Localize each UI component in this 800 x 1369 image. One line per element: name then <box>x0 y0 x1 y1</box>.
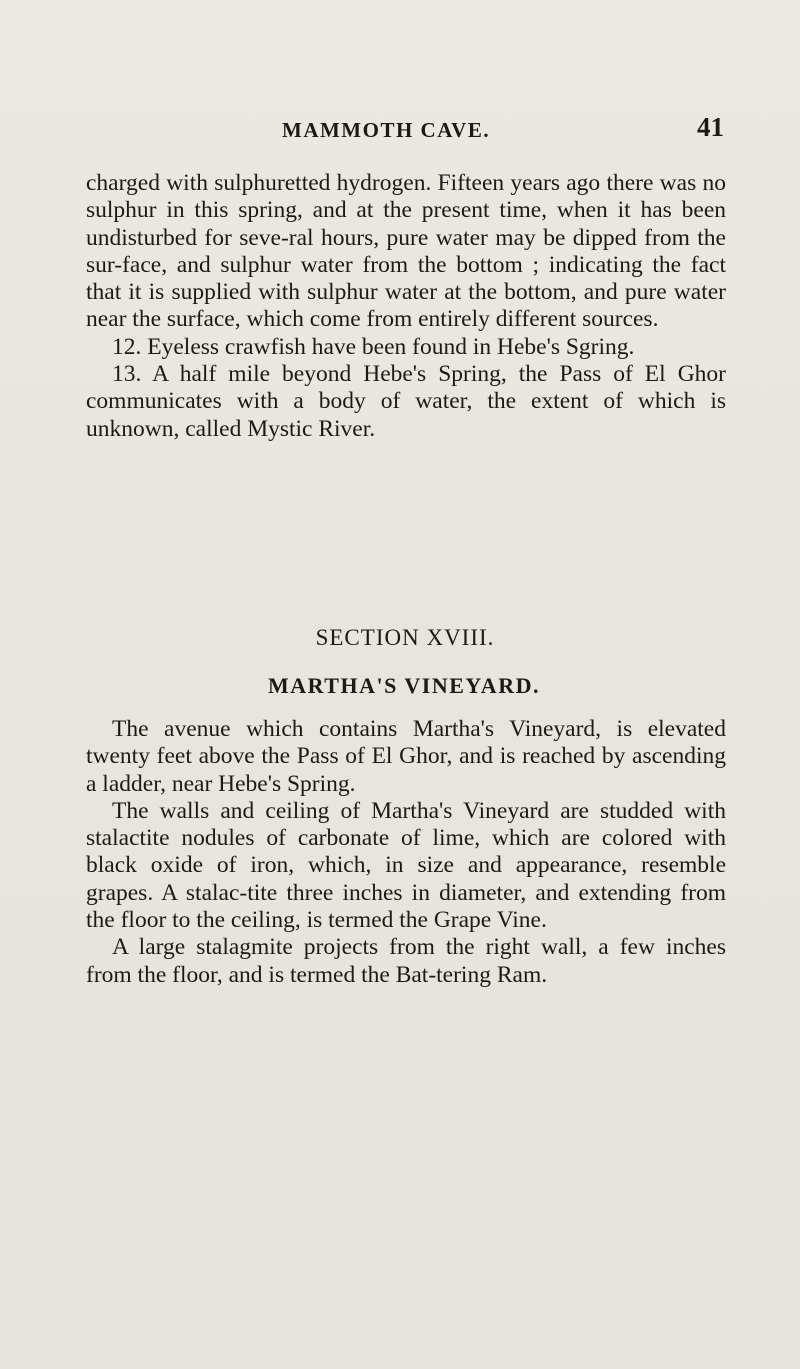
running-head <box>0 112 800 156</box>
body-text-bottom <box>86 716 726 989</box>
running-head-title: MAMMOTH CAVE. <box>282 118 491 142</box>
body-text-top <box>86 170 726 443</box>
section-title: MARTHA'S VINEYARD. <box>268 673 540 698</box>
paragraph-avenue: The avenue which contains Martha's Vineyard, is elevated twenty feet above the Pass of El Ghor, and is reached by ascending a ladder, near Hebe's Spring. <box>86 716 726 797</box>
paragraph-walls: The walls and ceiling of Martha's Vineyard are studded with stalactite nodules of carbonate of lime, which are colored with black oxide of iron, which, in size and appearance, resemble grapes. A stalac-tite three inches in diameter, and extending from the floor to the ceiling, is termed the Grape Vine. <box>86 797 726 934</box>
paragraph-stalagmite: A large stalagmite projects from the right wall, a few inches from the floor, and is termed the Bat-tering Ram. <box>86 934 726 988</box>
paragraph-item-13: 13. A half mile beyond Hebe's Spring, the Pass of El Ghor communicates with a body of water, the extent of which is unknown, called Mystic River. <box>86 361 726 442</box>
paragraph-continuation: charged with sulphuretted hydrogen. Fifteen years ago there was no sulphur in this spring, and at the present time, when it has been undisturbed for seve-ral hours, pure water may be dipped from the sur-face, and sulphur water from the bottom ; indicating the fact that it is supplied with sulphur water at the bottom, and pure water near the surface, which come from entirely different sources. <box>86 170 726 333</box>
section-heading: SECTION XVIII. <box>315 625 495 650</box>
paragraph-item-12: 12. Eyeless crawfish have been found in Hebe's Sgring. <box>112 333 635 360</box>
page-number: 41 <box>697 112 724 142</box>
